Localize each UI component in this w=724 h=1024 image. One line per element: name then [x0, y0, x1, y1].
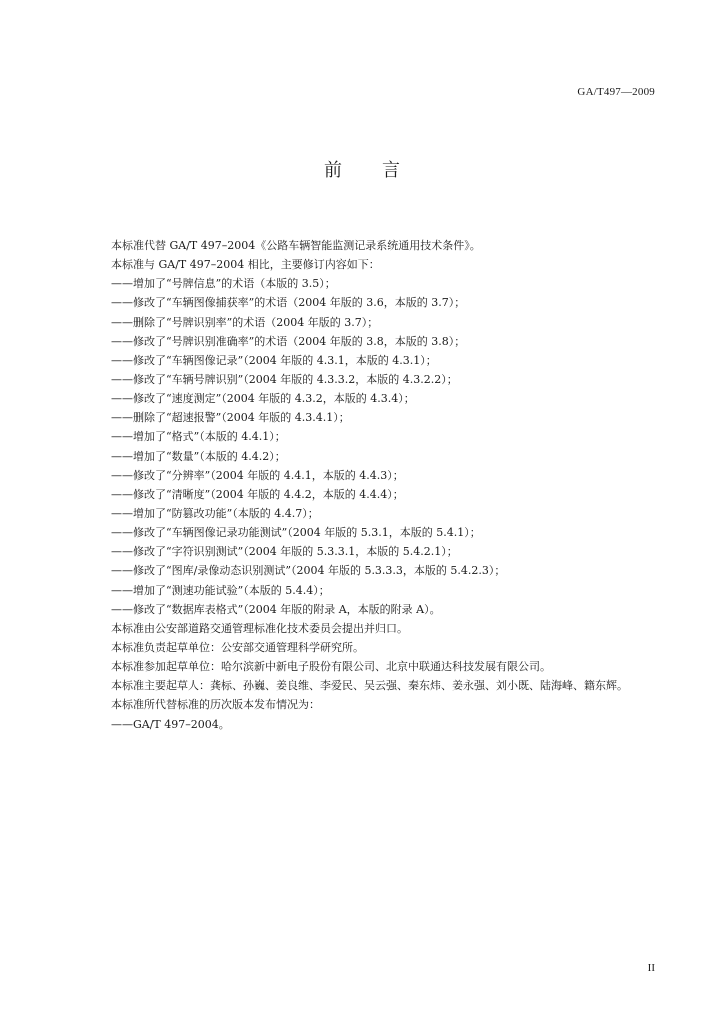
list-item: ——修改了“分辨率”（2004 年版的 4.4.1，本版的 4.4.3）；: [111, 468, 404, 482]
list-item: ——增加了“测速功能试验”（本版的 5.4.4）；: [111, 583, 330, 597]
paragraph-line: 本标准代替 GA/T 497–2004《公路车辆智能监测记录系统通用技术条件》。: [111, 239, 481, 252]
list-item: ——增加了“格式”（本版的 4.4.1）；: [111, 430, 286, 444]
list-item: ——修改了“车辆图像记录”（2004 年版的 4.3.1，本版的 4.3.1）；: [111, 353, 437, 367]
paragraph-line: 本标准所代替标准的历次版本发布情况为：: [111, 698, 320, 712]
list-item: ——增加了“数量”（本版的 4.4.2）；: [111, 449, 286, 463]
document-body: [89, 236, 655, 734]
list-item: ——GA/T 497–2004。: [111, 717, 230, 731]
list-item: ——增加了“号牌信息”的术语（本版的 3.5）；: [111, 277, 336, 291]
list-item: ——修改了“图库/录像动态识别测试”（2004 年版的 5.3.3.3，本版的 5.4.2.3）；: [111, 564, 506, 578]
list-item: ——修改了“车辆图像记录功能测试”（2004 年版的 5.3.1，本版的 5.4.1）；: [111, 526, 481, 540]
list-item: ——增加了“防篡改功能”（本版的 4.4.7）；: [111, 506, 319, 520]
page-number: II: [647, 962, 655, 974]
page-title: 前言: [324, 160, 440, 181]
list-item: ——删除了“号牌识别率”的术语（2004 年版的 3.7）；: [111, 315, 379, 329]
list-item: ——修改了“号牌识别准确率”的术语（2004 年版的 3.8，本版的 3.8）；: [111, 334, 466, 348]
standard-code-header: GA/T497—2009: [577, 86, 655, 98]
drafters-paragraph: 本标准主要起草人：龚标、孙巍、姜良维、李爱民、吴云强、秦东炜、姜永强、刘小既、陆海峰、籍东辉。: [111, 679, 628, 693]
list-item: ——修改了“车辆图像捕获率”的术语（2004 年版的 3.6，本版的 3.7）；: [111, 296, 466, 310]
paragraph-line: 本标准由公安部道路交通管理标准化技术委员会提出并归口。: [111, 621, 408, 635]
list-item: ——删除了“超速报警”（2004 年版的 4.3.4.1）；: [111, 411, 350, 425]
list-item: ——修改了“字符识别测试”（2004 年版的 5.3.3.1，本版的 5.4.2.1）；: [111, 545, 458, 559]
paragraph-line: 本标准与 GA/T 497–2004 相比，主要修订内容如下：: [111, 258, 380, 272]
list-item: ——修改了“清晰度”（2004 年版的 4.4.2，本版的 4.4.4）；: [111, 487, 404, 501]
paragraph-line: 本标准参加起草单位：哈尔滨新中新电子股份有限公司、北京中联通达科技发展有限公司。: [111, 660, 551, 674]
paragraph-line: 本标准负责起草单位：公安部交通管理科学研究所。: [111, 640, 364, 654]
list-item: ——修改了“速度测定”（2004 年版的 4.3.2，本版的 4.3.4）；: [111, 392, 415, 406]
list-item: ——修改了“车辆号牌识别”（2004 年版的 4.3.3.2，本版的 4.3.2.2）；: [111, 372, 458, 386]
list-item: ——修改了“数据库表格式”（2004 年版的附录 A，本版的附录 A）。: [111, 602, 441, 616]
